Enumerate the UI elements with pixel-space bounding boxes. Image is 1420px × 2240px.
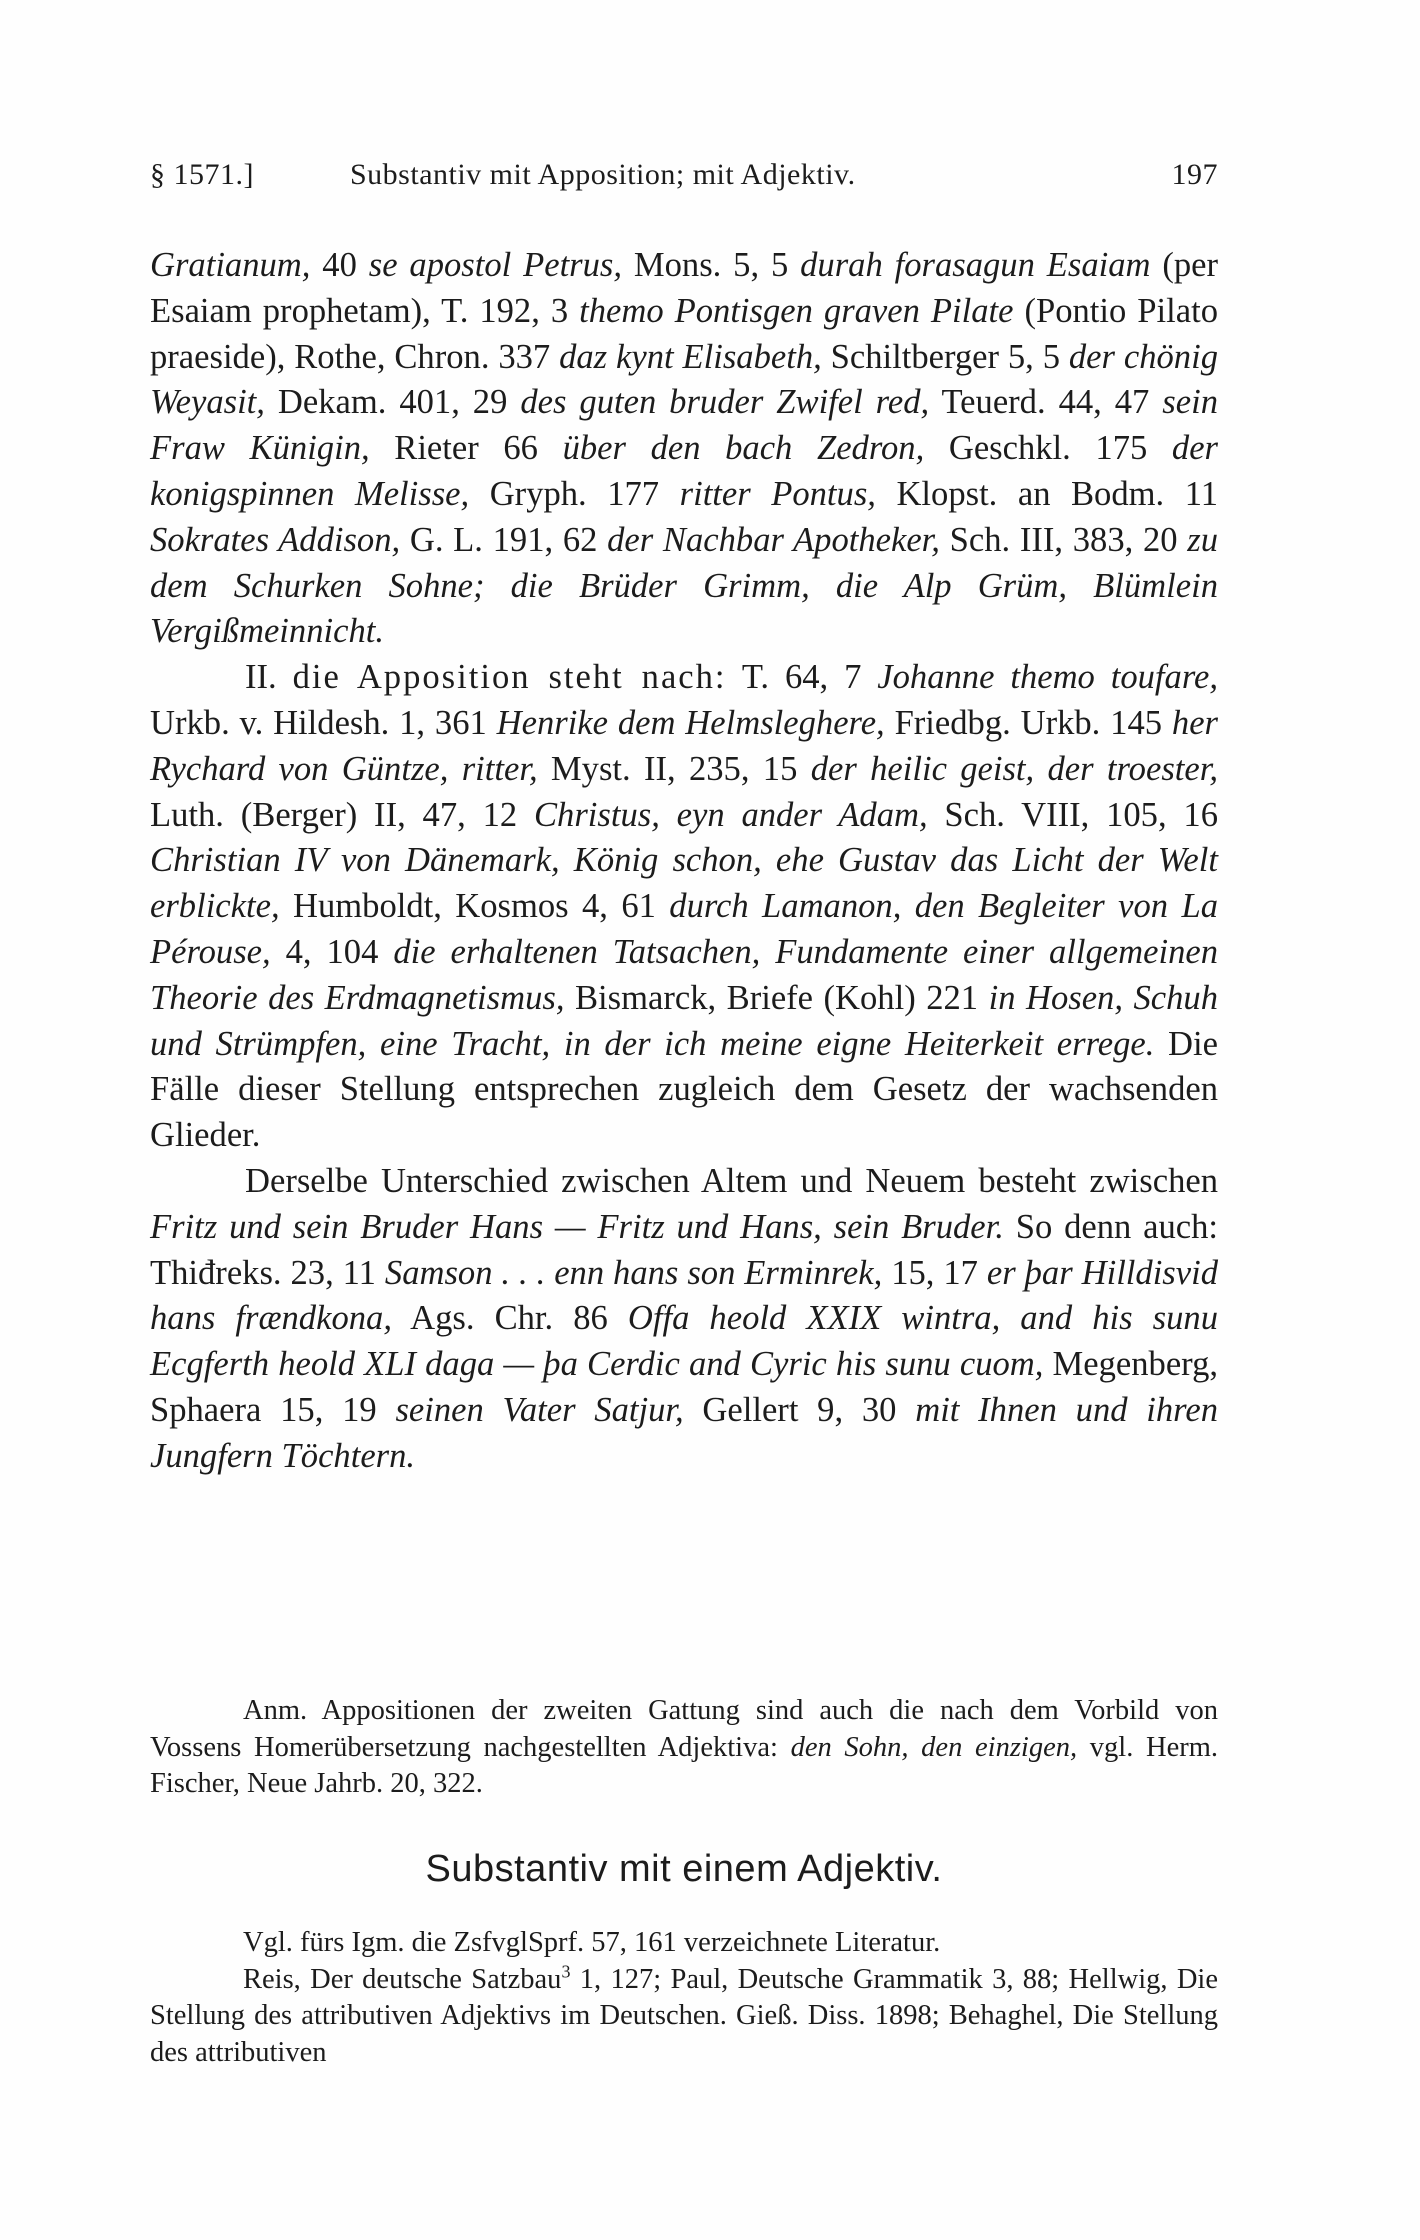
text-run: vgl. Herm. Fischer, Neue Jahrb. 20, 322. [150, 1731, 1218, 1799]
italic-run: über den bach Zedron, [562, 429, 925, 468]
page-number: 197 [1171, 158, 1218, 191]
footnote-anmerkung [150, 1693, 1218, 1803]
italic-run: der heilic geist, der troester, [810, 749, 1218, 788]
text-run: Derselbe Unterschied zwischen Altem und Neuem besteht zwischen [245, 1161, 1218, 1200]
text-run: (Pontio Pilato praeside), Rothe, Chron. 337 [150, 291, 1218, 376]
italic-run: Gratianum, [150, 246, 311, 284]
italic-run: sein Fraw Künigin, [150, 383, 1218, 468]
text-run: Teuerd. 44, 47 [929, 383, 1163, 422]
italic-run: des guten bruder Zwifel red, [520, 383, 930, 422]
italic-run: se apostol Petrus, [368, 246, 623, 284]
paragraph-examples-before [150, 243, 1218, 655]
text-run: Urkb. v. Hildesh. 1, 361 [150, 703, 497, 742]
paragraph-apposition-after [150, 655, 1218, 1159]
italic-run: seinen Vater Satjur, [395, 1390, 684, 1429]
text-run: 40 [310, 246, 369, 284]
text-run: Dekam. 401, 29 [264, 383, 521, 422]
italic-run: Samson . . . enn hans son Erminrek, [384, 1253, 883, 1292]
text-run: Ags. Chr. 86 [391, 1299, 628, 1338]
italic-run: mit Ihnen und ihren Jungfern Töchtern. [150, 1390, 1218, 1475]
italic-run: der konigspinnen Melisse, [150, 429, 1219, 513]
text-run: Reis, Der deutsche Satzbau [243, 1963, 562, 1995]
reference-line-1: Vgl. fürs Igm. die ZsfvglSprf. 57, 161 verzeichnete Literatur. [243, 1927, 941, 1958]
text-run: Sch. VIII, 105, 16 [927, 795, 1219, 834]
text-run: Anm. Appositionen der zweiten Gattung sind auch die nach dem Vorbild von Vossens Homerübersetzung nachgestellten Adjektiva: [150, 1695, 1218, 1763]
text-run: II. [245, 658, 293, 697]
section-marker: § 1571.] [150, 158, 254, 191]
text-run: Gellert 9, 30 [683, 1390, 916, 1429]
text-run: Die Fälle dieser Stellung entsprechen zugleich dem Gesetz der wachsenden Glieder. [150, 1024, 1218, 1155]
italic-run: die erhaltenen Tatsachen, Fundamente einer allgemeinen Theorie des Erdmagnetismus, [150, 932, 1219, 1017]
paragraph-old-and-new [150, 1159, 1218, 1480]
main-text [150, 243, 1218, 1480]
running-title: Substantiv mit Apposition; mit Adjektiv. [350, 158, 856, 191]
literature-references [150, 1925, 1218, 2071]
text-run: Sch. III, 383, 20 [939, 520, 1188, 559]
italic-run: Johanne themo toufare, [877, 658, 1218, 697]
superscript-run: 3 [561, 1961, 571, 1981]
italic-run: Christian IV von Dänemark, König schon, ehe Gustav das Licht der Welt erblickte, [150, 841, 1218, 926]
reference-line-2 [150, 1962, 1218, 2072]
italic-run: der Nachbar Apotheker, [607, 520, 940, 559]
italic-run: er þar Hilldisvid hans frændkona, [150, 1253, 1218, 1338]
text-run: (per Esaiam prophetam), T. 192, 3 [150, 246, 1219, 330]
text-run: 15, 17 [882, 1253, 987, 1292]
text-run: Luth. (Berger) II, 47, 12 [150, 795, 534, 834]
italic-run: Offa heold XXIX wintra, and his sunu Ecgferth heold XLI daga — þa Cerdic and Cyric his sunu cuom, [150, 1299, 1218, 1384]
italic-run: ritter Pontus, [679, 474, 876, 513]
text-run: Mons. 5, 5 [622, 246, 801, 284]
text-run: Humboldt, Kosmos 4, 61 [279, 887, 670, 926]
italic-run: Henrike dem Helmsleghere, [496, 703, 885, 742]
italic-run: her Rychard von Güntze, ritter, [150, 703, 1218, 788]
text-run: Geschkl. 175 [924, 429, 1172, 468]
running-header [150, 158, 1218, 198]
text-run: Bismarck, Briefe (Kohl) 221 [564, 978, 989, 1017]
italic-run: der chönig Weyasit, [150, 337, 1218, 422]
text-run: So denn auch: Thiđreks. 23, 11 [150, 1207, 1218, 1292]
italic-run: in Hosen, Schuh und Strümpfen, eine Tracht, in der ich meine eigne Heiterkeit errege. [150, 978, 1218, 1063]
text-run: Myst. II, 235, 15 [537, 749, 811, 788]
italic-run: daz kynt Elisabeth, [559, 337, 822, 376]
italic-run: themo Pontisgen graven Pilate [579, 291, 1014, 330]
italic-run: zu dem Schurken Sohne; die Brüder Grimm, die Alp Grüm, Blümlein Vergißmeinnicht. [150, 520, 1219, 651]
italic-run: durch Lamanon, den Begleiter von La Pérouse, [150, 887, 1218, 971]
italic-run: Fritz und sein Bruder Hans — Fritz und Hans, sein Bruder. [150, 1207, 1004, 1246]
italic-run: Christus, eyn ander Adam, [533, 795, 928, 834]
text-run: 4, 104 [270, 932, 394, 971]
italic-run: durah forasagun Esaiam [800, 246, 1151, 284]
text-run: G. L. 191, 62 [400, 520, 608, 559]
text-run: Klopst. an Bodm. 11 [875, 474, 1218, 513]
text-run: Gryph. 177 [469, 474, 680, 513]
text-run: 1, 127; Paul, Deutsche Grammatik 3, 88; Hellwig, Die Stellung des attributiven Adjektivs im Deutschen. Gieß. Diss. 1898; Behaghel, Die Stellung des attributiven [150, 1963, 1218, 2068]
note-text [150, 1693, 1218, 1803]
text-run: Megenberg, Sphaera 15, 19 [150, 1345, 1218, 1429]
italic-run: den Sohn, den einzigen, [790, 1731, 1078, 1763]
italic-run: Sokrates Addison, [150, 520, 401, 559]
text-run: Schiltberger 5, 5 [821, 337, 1069, 376]
text-run: Rieter 66 [369, 429, 563, 468]
text-run: Friedbg. Urkb. 145 [884, 703, 1172, 742]
spaced-run: die Apposition steht nach: [292, 658, 727, 697]
section-heading: Substantiv mit einem Adjektiv. [425, 1848, 943, 1890]
text-run: T. 64, 7 [726, 658, 878, 697]
